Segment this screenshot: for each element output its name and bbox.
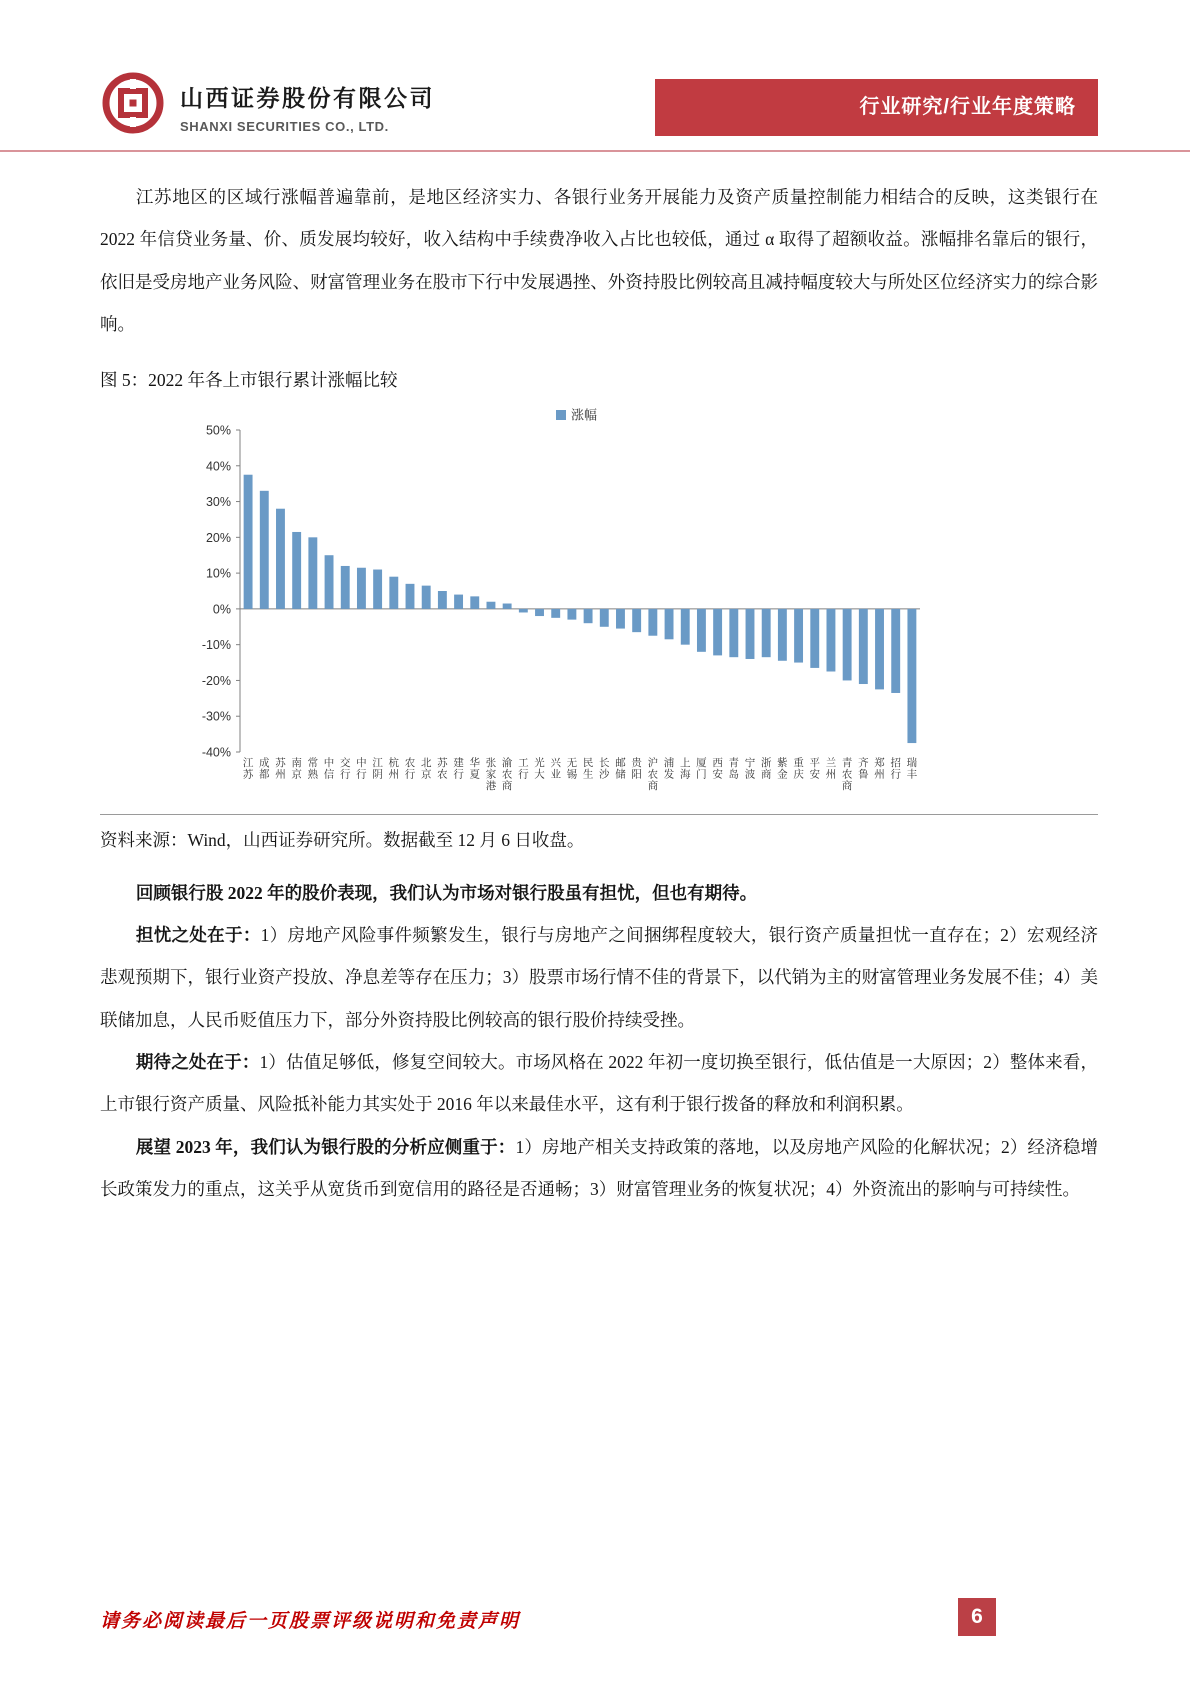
x-label-浙商: 浙商 xyxy=(760,757,772,781)
bar-贵阳 xyxy=(632,609,641,632)
bar-无锡 xyxy=(567,609,576,620)
bar-宁波 xyxy=(746,609,755,659)
bar-郑州 xyxy=(875,609,884,690)
x-label-苏州: 苏州 xyxy=(275,757,286,781)
company-name-block xyxy=(180,80,435,134)
bar-常熟 xyxy=(308,538,317,610)
x-label-平安: 平安 xyxy=(809,757,821,781)
paragraph-5-lead: 展望 2023 年，我们认为银行股的分析应侧重于： xyxy=(135,1136,516,1157)
shanxi-securities-logo-icon xyxy=(100,70,166,136)
paragraph-5 xyxy=(100,1126,1098,1211)
report-body xyxy=(100,176,1098,1210)
x-label-沪农商: 沪农商 xyxy=(647,757,659,793)
bar-平安 xyxy=(810,609,819,668)
bar-长沙 xyxy=(600,609,609,627)
x-label-邮储: 邮储 xyxy=(615,757,626,781)
paragraph-3-text: 1）房地产风险事件频繁发生，银行与房地产之间捆绑程度较大，银行资产质量担忧一直存在；2）宏观经济悲观预期下，银行业资产投放、净息差等存在压力；3）股票市场行情不佳的背景下，以代销为主的财富管理业务发展不佳；4）美联储加息，人民币贬值压力下，部分外资持股比例较高的银行股价持续受挫。 xyxy=(100,924,1099,1030)
x-label-江阴: 江阴 xyxy=(372,757,383,781)
bar-浙商 xyxy=(762,609,771,657)
x-label-江苏: 江苏 xyxy=(242,757,254,781)
bar-兰州 xyxy=(827,609,836,672)
company-name-cn: 山西证券股份有限公司 xyxy=(180,85,435,111)
bar-瑞丰 xyxy=(907,609,916,743)
x-label-建行: 建行 xyxy=(453,757,464,781)
x-label-北京: 北京 xyxy=(420,757,432,781)
paragraph-3-lead: 担忧之处在于： xyxy=(135,924,261,945)
x-label-重庆: 重庆 xyxy=(793,757,804,781)
bar-招行 xyxy=(891,609,900,693)
bar-苏农 xyxy=(438,591,447,609)
figure-title: 图 5：2022 年各上市银行累计涨幅比较 xyxy=(100,370,398,391)
bar-工行 xyxy=(519,609,528,613)
bar-华夏 xyxy=(470,597,479,610)
bar-青农商 xyxy=(843,609,852,681)
bar-光大 xyxy=(535,609,544,616)
bar-北京 xyxy=(422,586,431,609)
bar-农行 xyxy=(406,584,415,609)
bar-成都 xyxy=(260,491,269,609)
bar-chart-svg xyxy=(184,406,928,810)
footer-disclaimer: 请务必阅读最后一页股票评级说明和免责声明 xyxy=(100,1611,521,1632)
x-label-西安: 西安 xyxy=(712,757,723,781)
bar-chart xyxy=(184,406,928,810)
x-label-紫金: 紫金 xyxy=(777,757,788,781)
bar-邮储 xyxy=(616,609,625,629)
paragraph-3 xyxy=(100,914,1098,1041)
x-label-厦门: 厦门 xyxy=(696,757,707,781)
bar-交行 xyxy=(341,566,350,609)
x-label-兴业: 兴业 xyxy=(550,757,561,781)
paragraph-2: 回顾银行股 2022 年的股价表现，我们认为市场对银行股虽有担忧，但也有期待。 xyxy=(135,882,758,903)
page-number-badge: 6 xyxy=(958,1598,996,1636)
bar-南京 xyxy=(292,532,301,609)
x-label-瑞丰: 瑞丰 xyxy=(906,757,918,781)
x-label-浦发: 浦发 xyxy=(663,757,675,781)
x-label-中行: 中行 xyxy=(356,757,367,781)
svg-text:-20%: -20% xyxy=(201,674,231,689)
x-label-郑州: 郑州 xyxy=(874,757,885,781)
bar-紫金 xyxy=(778,609,787,661)
x-label-杭州: 杭州 xyxy=(388,757,400,781)
x-label-成都: 成都 xyxy=(259,757,270,781)
svg-text:30%: 30% xyxy=(205,495,231,510)
company-name-en: SHANXI SECURITIES CO., LTD. xyxy=(180,119,389,134)
bar-中行 xyxy=(357,568,366,609)
x-label-长沙: 长沙 xyxy=(599,757,610,781)
bar-青岛 xyxy=(729,609,738,657)
bar-渝农商 xyxy=(503,604,512,609)
bar-中信 xyxy=(325,556,334,610)
x-label-交行: 交行 xyxy=(339,757,351,781)
legend-color-swatch-icon xyxy=(556,410,566,420)
bar-上海 xyxy=(681,609,690,645)
bar-重庆 xyxy=(794,609,803,663)
x-label-农行: 农行 xyxy=(404,757,416,781)
x-label-工行: 工行 xyxy=(518,757,529,781)
paragraph-4-lead: 期待之处在于： xyxy=(135,1052,260,1072)
x-label-宁波: 宁波 xyxy=(744,757,756,781)
bar-江阴 xyxy=(373,570,382,609)
paragraph-5-text: 1）房地产相关支持政策的落地，以及房地产风险的化解状况；2）经济稳增长政策发力的重点，这关乎从宽货币到宽信用的路径是否通畅；3）财富管理业务的恢复状况；4）外资流出的影响与可持续性。 xyxy=(100,1136,1099,1200)
x-label-无锡: 无锡 xyxy=(566,757,578,781)
svg-text:-10%: -10% xyxy=(201,638,231,653)
bar-厦门 xyxy=(697,609,706,652)
bar-苏州 xyxy=(276,509,285,609)
bar-江苏 xyxy=(244,475,253,609)
bar-浦发 xyxy=(665,609,674,639)
x-label-贵阳: 贵阳 xyxy=(631,757,642,781)
x-label-华夏: 华夏 xyxy=(469,757,481,781)
x-label-张家港: 张家港 xyxy=(485,757,497,793)
paragraph-4-text: 1）估值足够低，修复空间较大。市场风格在 2022 年初一度切换至银行，低估值是一大原因；2）整体来看，上市银行资产质量、风险抵补能力其实处于 2016 年以来最佳水平，这有利于银行拨备的释放和利润积累。 xyxy=(100,1052,1098,1115)
report-category-banner: 行业研究/行业年度策略 xyxy=(655,79,1098,136)
svg-text:10%: 10% xyxy=(205,566,231,581)
bar-杭州 xyxy=(389,577,398,609)
bar-民生 xyxy=(584,609,593,623)
x-label-齐鲁: 齐鲁 xyxy=(858,757,869,781)
legend-label: 涨幅 xyxy=(571,407,598,423)
x-label-常熟: 常熟 xyxy=(307,757,319,781)
x-label-渝农商: 渝农商 xyxy=(501,757,513,793)
x-label-南京: 南京 xyxy=(291,757,302,781)
x-label-苏农: 苏农 xyxy=(437,757,448,781)
bar-张家港 xyxy=(487,602,496,609)
svg-text:50%: 50% xyxy=(205,423,231,438)
x-label-青农商: 青农商 xyxy=(841,757,853,793)
paragraph-1: 江苏地区的区域行涨幅普遍靠前，是地区经济实力、各银行业务开展能力及资产质量控制能力相结合的反映，这类银行在 2022 年信贷业务量、价、质发展均较好，收入结构中手续费净收入占比也较低，通过 α 取得了超额收益。涨幅排名靠后的银行，依旧是受房地产业务风险、财富管理业务在股市下行中发展遇挫、外资持股比例较高且减持幅度较大与所处区位经济实力的综合影响。 xyxy=(100,187,1098,335)
x-label-上海: 上海 xyxy=(679,757,691,781)
header-divider xyxy=(0,150,1190,152)
x-label-民生: 民生 xyxy=(582,757,594,781)
svg-text:20%: 20% xyxy=(205,531,231,546)
bar-齐鲁 xyxy=(859,609,868,684)
x-label-中信: 中信 xyxy=(323,757,335,781)
svg-text:-40%: -40% xyxy=(201,745,231,760)
x-label-青岛: 青岛 xyxy=(728,757,740,781)
x-label-光大: 光大 xyxy=(534,757,545,781)
x-label-招行: 招行 xyxy=(890,757,901,781)
source-note: 资料来源：Wind，山西证券研究所。数据截至 12 月 6 日收盘。 xyxy=(100,814,1098,853)
svg-text:0%: 0% xyxy=(212,602,231,617)
bar-建行 xyxy=(454,595,463,609)
x-label-兰州: 兰州 xyxy=(825,757,837,781)
bar-沪农商 xyxy=(648,609,657,636)
bar-西安 xyxy=(713,609,722,656)
svg-text:-30%: -30% xyxy=(201,710,231,725)
bar-兴业 xyxy=(551,609,560,618)
svg-text:40%: 40% xyxy=(205,459,231,474)
paragraph-4 xyxy=(100,1041,1098,1126)
